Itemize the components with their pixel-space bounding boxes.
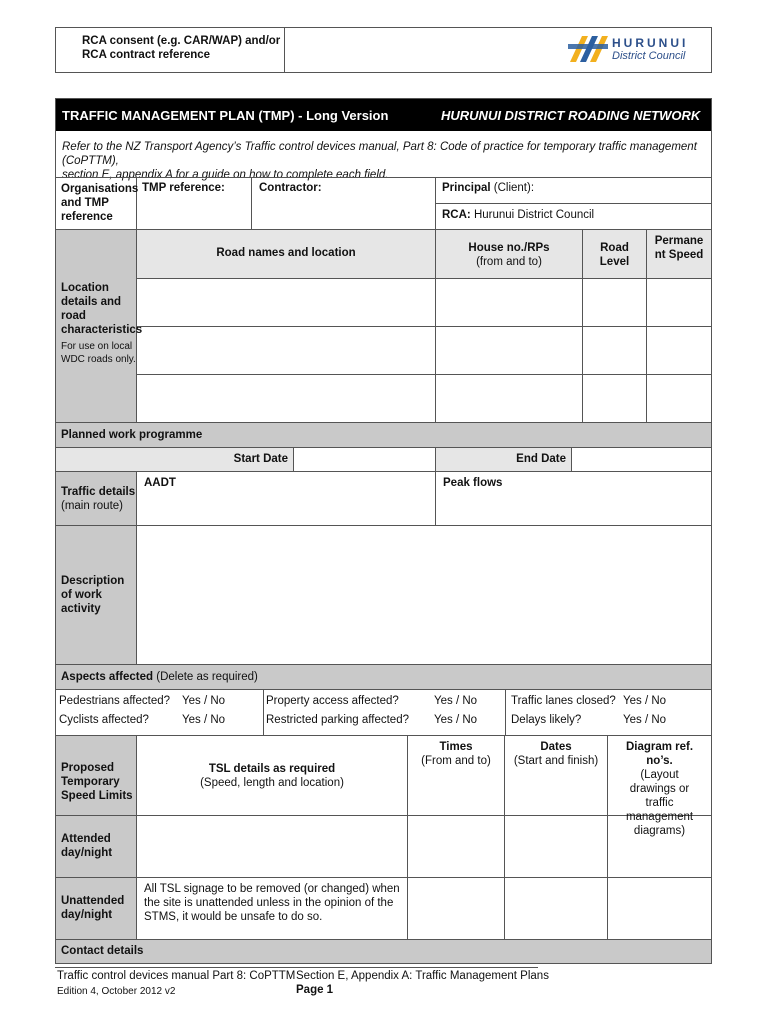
tmp-form — [55, 98, 712, 964]
col-road-names: Road names and location — [216, 247, 356, 259]
programme-header: Planned work programme — [56, 422, 711, 448]
aspect-restricted-parking-answer[interactable]: Yes / No — [434, 714, 478, 726]
dates-title: Dates — [540, 741, 572, 753]
times-header — [408, 736, 505, 815]
rca-consent-cell — [56, 28, 285, 72]
footer-page-number: Page 1 — [296, 984, 334, 996]
unattended-diagram-field[interactable] — [608, 878, 711, 939]
traffic-label-cell — [56, 472, 137, 525]
attended-row — [56, 816, 711, 878]
rca-consent-line2: RCA contract reference — [82, 49, 211, 61]
attended-times-field[interactable] — [408, 816, 505, 877]
intro-line2: section E, appendix A for a guide on how to complete each field. — [62, 169, 389, 181]
location-row-2[interactable] — [137, 327, 711, 375]
peak-flows-field[interactable]: Peak flows — [443, 477, 503, 489]
unattended-label: Unattended day/night — [56, 878, 137, 939]
rca-value: Hurunui District Council — [470, 209, 595, 221]
logo-sub: District Council — [612, 50, 686, 62]
unattended-row — [56, 878, 711, 940]
col-house-title: House no./RPs — [468, 242, 550, 254]
aspect-lanes-closed[interactable] — [511, 695, 616, 707]
dates-row — [56, 448, 711, 472]
location-section — [56, 229, 711, 422]
traffic-label-sub: (main route) — [61, 500, 123, 512]
location-row-3[interactable] — [137, 375, 711, 422]
footer-rule — [55, 967, 538, 968]
aspect-question: Property access affected? — [266, 695, 399, 707]
end-date-field[interactable] — [572, 448, 711, 471]
intro-text — [62, 140, 707, 182]
aspect-cyclists-answer[interactable]: Yes / No — [182, 714, 226, 726]
diagram-sub: (Layout drawings or traffic management diagrams) — [625, 769, 694, 837]
principal-client: (Client): — [490, 182, 535, 194]
aspect-question: Restricted parking affected? — [266, 714, 409, 726]
location-label: Location details and road characteristics — [61, 282, 143, 336]
aspect-property-access[interactable] — [266, 695, 399, 707]
header-box — [55, 27, 712, 73]
aspect-question: Traffic lanes closed? — [511, 695, 616, 707]
aspect-restricted-parking[interactable] — [266, 714, 409, 726]
location-header-row — [137, 230, 711, 279]
traffic-label: Traffic details — [61, 486, 136, 498]
start-date-label: Start Date — [56, 448, 294, 471]
speed-label: Proposed Temporary Speed Limits — [56, 736, 137, 815]
aspect-delays-answer[interactable]: Yes / No — [623, 714, 667, 726]
rca-consent-line1: RCA consent (e.g. CAR/WAP) and/or — [82, 35, 281, 47]
network-title: HURUNUI DISTRICT ROADING NETWORK — [441, 108, 701, 123]
rca-label: RCA: — [442, 209, 471, 221]
aspect-delays[interactable] — [511, 714, 581, 726]
diagram-title: Diagram ref. no’s. — [625, 741, 694, 767]
aadt-field[interactable]: AADT — [137, 472, 436, 525]
description-field[interactable] — [137, 526, 711, 664]
aspects-note: (Delete as required) — [153, 671, 258, 683]
rca-field[interactable] — [436, 204, 711, 230]
principal-label: Principal — [442, 182, 491, 194]
intro-line1: Refer to the NZ Transport Agency’s Traffic control devices manual, Part 8: Code of practice for temporary traffic management (CoPTTM), — [62, 141, 697, 167]
contact-header: Contact details — [56, 940, 711, 963]
aspect-question: Cyclists affected? — [59, 714, 149, 726]
council-logo — [568, 28, 708, 72]
col-house-sub: (from and to) — [476, 256, 542, 268]
tmp-reference-field[interactable]: TMP reference: — [137, 178, 252, 230]
tsl-header — [137, 736, 408, 815]
tsl-title: TSL details as required — [208, 763, 336, 775]
logo-name: HURUNUI — [612, 36, 689, 50]
attended-tsl-field[interactable] — [137, 816, 408, 877]
principal-field[interactable] — [436, 178, 711, 204]
orgs-label: Organisations and TMP reference — [56, 178, 137, 230]
aspect-lanes-closed-answer[interactable]: Yes / No — [623, 695, 667, 707]
aspects-grid — [56, 690, 711, 736]
speed-header-row — [56, 736, 711, 837]
logo-mark-icon — [568, 32, 608, 66]
traffic-row — [56, 472, 711, 526]
location-label-cell — [56, 230, 143, 422]
form-title: TRAFFIC MANAGEMENT PLAN (TMP) - Long Version — [62, 108, 389, 123]
aspect-property-access-answer[interactable]: Yes / No — [434, 695, 478, 707]
aspect-pedestrians-answer[interactable]: Yes / No — [182, 695, 226, 707]
aspect-question: Delays likely? — [511, 714, 582, 726]
aspects-header — [56, 665, 711, 690]
aspects-label: Aspects affected — [61, 671, 154, 683]
contractor-field[interactable]: Contractor: — [252, 178, 436, 230]
dates-sub: (Start and finish) — [513, 755, 599, 767]
dates-header — [505, 736, 608, 815]
times-title: Times — [439, 741, 473, 753]
location-note: For use on local WDC roads only. — [61, 341, 136, 365]
tsl-sub: (Speed, length and location) — [200, 777, 344, 789]
description-label: Description of work activity — [56, 526, 137, 664]
attended-diagram-field[interactable] — [608, 816, 711, 877]
col-house-no — [435, 230, 582, 278]
aspect-cyclists[interactable] — [59, 714, 149, 726]
col-road-level: Road Level — [582, 230, 646, 278]
unattended-note: All TSL signage to be removed (or changed) when the site is unattended unless in the opinion of the STMS, it would be unsafe to do so. — [137, 878, 408, 939]
footer-left-line2: Edition 4, October 2012 v2 — [57, 986, 176, 997]
attended-dates-field[interactable] — [505, 816, 608, 877]
diagram-header — [608, 736, 711, 837]
footer-right-line1: Section E, Appendix A: Traffic Management Plans — [296, 970, 549, 982]
aspect-pedestrians[interactable] — [59, 695, 170, 707]
end-date-label: End Date — [436, 448, 572, 471]
title-bar — [56, 99, 711, 131]
col-permanent-speed: Permanent Speed — [646, 230, 711, 278]
attended-label: Attended day/night — [56, 816, 137, 877]
unattended-dates-field[interactable] — [505, 878, 608, 939]
aspect-question: Pedestrians affected? — [59, 695, 171, 707]
description-row — [56, 526, 711, 665]
location-row-1[interactable] — [137, 279, 711, 327]
start-date-field[interactable] — [294, 448, 436, 471]
unattended-times-field[interactable] — [408, 878, 505, 939]
times-sub: (From and to) — [421, 755, 491, 767]
footer-left-line1: Traffic control devices manual Part 8: CoPTTM — [57, 970, 296, 982]
orgs-row — [56, 177, 711, 230]
